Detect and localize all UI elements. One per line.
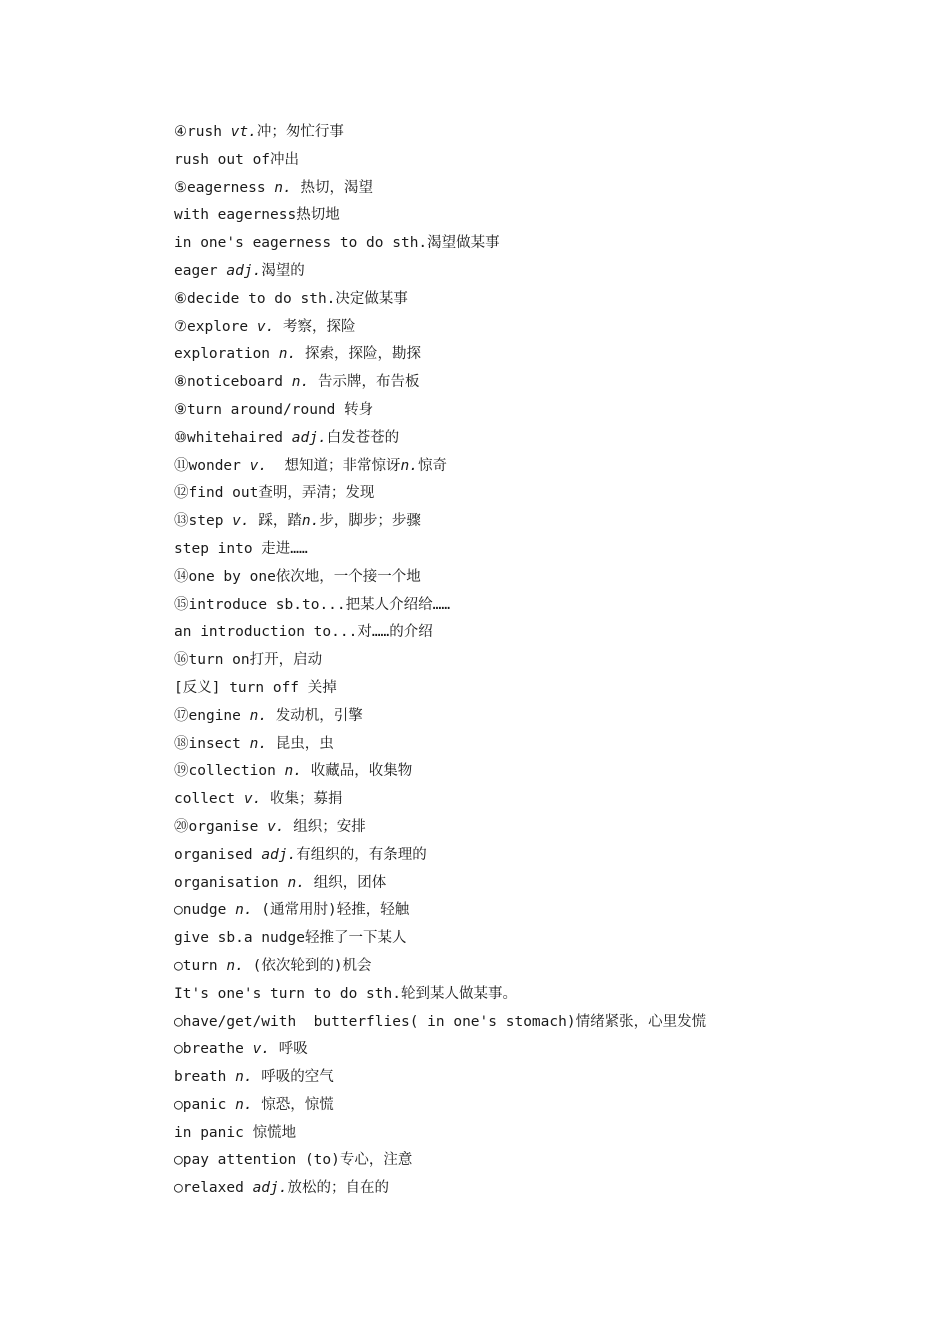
entry-text: 探索，探险，勘探 [296,346,421,363]
vocab-line [174,1147,874,1175]
entry-text: ⑭one by one依次地，一个接一个地 [174,568,421,585]
entry-text: ○turn [174,957,227,974]
entry-text: organisation [174,874,288,891]
entry-text: ⑪wonder [174,457,250,474]
part-of-speech: v. [249,457,268,474]
vocab-line [174,703,874,731]
entry-text: ⑥decide to do sth.决定做某事 [174,290,408,307]
part-of-speech: v. [267,818,285,835]
vocabulary-list [174,119,874,1203]
entry-text: ⑨turn around/round 转身 [174,401,374,418]
entry-text: 放松的；自在的 [287,1180,389,1197]
vocab-line [174,508,874,536]
vocab-line [174,258,874,286]
entry-text: 白发苍苍的 [326,429,400,446]
vocab-line [174,1009,874,1037]
part-of-speech: n. [249,707,268,724]
entry-text: 告示牌，布告板 [309,374,420,391]
entry-text: in one's eagerness to do sth.渴望做某事 [174,235,500,252]
vocab-line [174,675,874,703]
entry-text: [反义] turn off 关掉 [174,679,337,696]
entry-text: collect [174,791,244,808]
entry-text: 收集；募捐 [261,791,343,808]
entry-text: in panic 惊慌地 [174,1124,297,1141]
vocab-line [174,453,874,481]
vocab-line [174,619,874,647]
part-of-speech: n. [226,957,244,974]
entry-text: breath [174,1069,236,1086]
entry-text: ○breathe [174,1041,253,1058]
vocab-line [174,286,874,314]
entry-text: ⑫find out查明，弄清；发现 [174,485,375,502]
vocab-line [174,147,874,175]
vocab-line [174,814,874,842]
part-of-speech: v. [243,791,262,808]
part-of-speech: n. [278,346,297,363]
entry-text: ⑮introduce sb.to...把某人介绍给…… [174,596,451,613]
vocab-line [174,1120,874,1148]
part-of-speech: adj. [252,1180,288,1197]
entry-text: ⑦explore [174,318,257,335]
vocab-line [174,647,874,675]
vocab-line [174,1064,874,1092]
part-of-speech: adj. [226,262,262,279]
entry-text: exploration [174,346,279,363]
part-of-speech: n. [291,374,310,391]
entry-text: ⑲collection [174,763,285,780]
vocab-line [174,1175,874,1203]
vocab-line [174,369,874,397]
part-of-speech: n. [284,763,302,780]
entry-text: 有组织的，有条理的 [296,846,427,863]
entry-text: ⑰engine [174,707,250,724]
entry-text: eager [174,262,227,279]
entry-text: 组织，团体 [304,874,387,891]
part-of-speech: v. [232,513,250,530]
entry-text: ⑯turn on打开，启动 [174,652,323,669]
vocab-line [174,925,874,953]
part-of-speech: n. [235,1096,253,1113]
entry-text: ○panic [174,1096,236,1113]
vocab-line [174,842,874,870]
vocab-line [174,341,874,369]
vocab-line [174,314,874,342]
entry-text: 呼吸 [270,1041,308,1058]
vocab-line [174,731,874,759]
entry-text: 昆虫，虫 [267,735,334,752]
part-of-speech: v. [256,318,275,335]
part-of-speech: n. [235,1069,253,1086]
entry-text: with eagerness热切地 [174,207,340,224]
vocab-line [174,758,874,786]
vocab-line [174,786,874,814]
entry-text: give sb.a nudge轻推了一下某人 [174,930,407,947]
vocab-line [174,230,874,258]
vocab-line [174,981,874,1009]
entry-text: 收藏品，收集物 [302,763,413,780]
entry-text: ○relaxed [174,1180,253,1197]
entry-text: 踩，踏 [249,513,302,530]
vocab-line [174,592,874,620]
entry-text: step into 走进…… [174,540,308,557]
vocab-line [174,175,874,203]
vocab-line [174,425,874,453]
entry-text: ⑧noticeboard [174,374,292,391]
entry-text: 呼吸的空气 [252,1069,334,1086]
vocab-line [174,1092,874,1120]
entry-text: 发动机，引擎 [267,707,363,724]
entry-text: an introduction to...对……的介绍 [174,624,433,641]
entry-text: 组织；安排 [284,818,366,835]
entry-text: 惊恐，惊慌 [252,1096,334,1113]
entry-text: 步，脚步；步骤 [319,513,421,530]
part-of-speech: adj. [261,846,297,863]
part-of-speech: v. [252,1041,271,1058]
vocab-line [174,202,874,230]
entry-text: ○pay attention (to)专心，注意 [174,1152,413,1169]
vocab-line [174,564,874,592]
vocab-line [174,480,874,508]
entry-text: organised [174,846,262,863]
vocab-line [174,397,874,425]
part-of-speech: n. [287,874,305,891]
entry-text: 考察，探险 [274,318,356,335]
entry-text: ⑬step [174,513,233,530]
entry-text: rush out of冲出 [174,151,300,168]
part-of-speech: n. [274,179,292,196]
vocab-line [174,870,874,898]
entry-text: ⑱insect [174,735,250,752]
entry-text: 惊奇 [418,457,448,474]
entry-text: ④rush [174,124,231,140]
entry-text: ⑳organise [174,818,268,835]
vocab-line [174,536,874,564]
entry-text: 想知道；非常惊讶 [267,457,401,474]
entry-text: 热切，渴望 [291,179,373,196]
part-of-speech: n. [235,902,253,919]
entry-text: ○have/get/with butterflies( in one's stomach)情绪紧张，心里发慌 [174,1013,707,1030]
entry-text: ⑩whitehaired [174,429,292,446]
part-of-speech: vt. [230,124,257,140]
entry-text: 渴望的 [261,262,305,279]
part-of-speech: adj. [291,429,327,446]
entry-text: 冲；匆忙行事 [256,124,344,140]
entry-text: ⑤eagerness [174,179,275,196]
part-of-speech: n. [301,513,320,530]
vocab-line [174,1036,874,1064]
entry-text: (依次轮到的)机会 [243,957,372,974]
entry-text: It's one's turn to do sth.轮到某人做某事。 [174,985,517,1002]
entry-text: (通常用肘)轻推，轻触 [252,902,410,919]
entry-text: ○nudge [174,902,236,919]
vocab-line [174,897,874,925]
vocab-line [174,119,874,147]
part-of-speech: n. [249,735,268,752]
part-of-speech: n. [400,457,419,474]
vocab-line [174,953,874,981]
